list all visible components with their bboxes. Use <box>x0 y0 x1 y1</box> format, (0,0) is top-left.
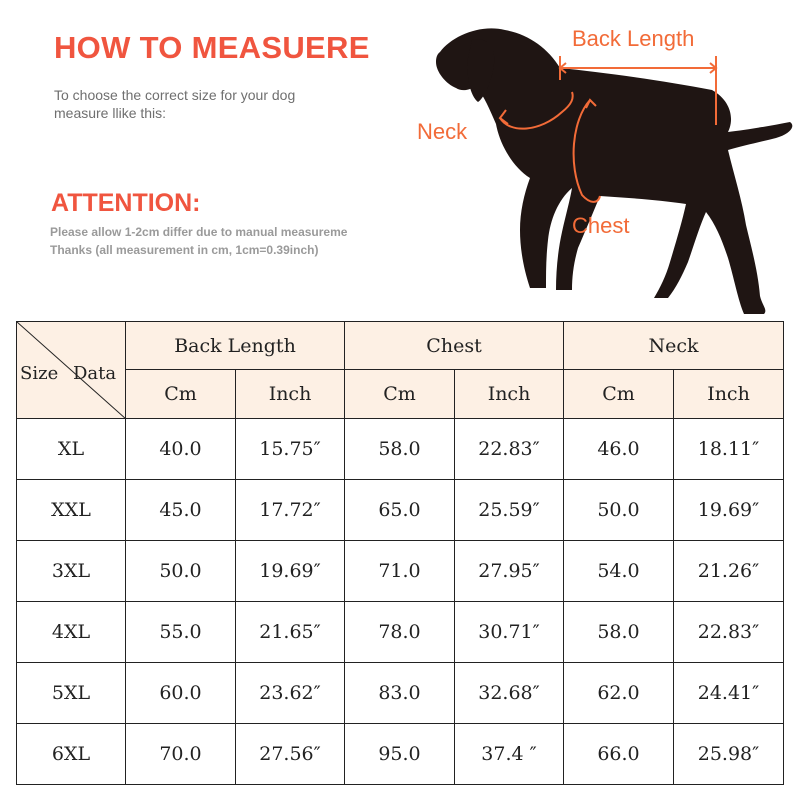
unit-header: Cm <box>126 370 236 419</box>
group-header-back-length: Back Length <box>126 322 345 370</box>
value-cell: 58.0 <box>345 419 455 480</box>
group-header-neck: Neck <box>564 322 784 370</box>
size-cell: XL <box>17 419 126 480</box>
value-cell: 18.11″ <box>674 419 784 480</box>
value-cell: 27.56″ <box>236 724 345 785</box>
unit-header: Inch <box>236 370 345 419</box>
unit-header: Cm <box>345 370 455 419</box>
group-header-chest: Chest <box>345 322 564 370</box>
table-row <box>17 419 784 480</box>
value-cell: 62.0 <box>564 663 674 724</box>
value-cell: 24.41″ <box>674 663 784 724</box>
value-cell: 65.0 <box>345 480 455 541</box>
size-cell: 3XL <box>17 541 126 602</box>
value-cell: 46.0 <box>564 419 674 480</box>
size-cell: 4XL <box>17 602 126 663</box>
unit-header: Inch <box>674 370 784 419</box>
value-cell: 30.71″ <box>455 602 564 663</box>
value-cell: 22.83″ <box>455 419 564 480</box>
unit-header: Inch <box>455 370 564 419</box>
value-cell: 54.0 <box>564 541 674 602</box>
value-cell: 58.0 <box>564 602 674 663</box>
value-cell: 25.59″ <box>455 480 564 541</box>
attention-line-2: Thanks (all measurement in cm, 1cm=0.39inch) <box>50 243 319 257</box>
value-cell: 83.0 <box>345 663 455 724</box>
value-cell: 37.4 ″ <box>455 724 564 785</box>
intro-line-2: measure llike this: <box>54 105 167 121</box>
table-row <box>17 541 784 602</box>
value-cell: 21.26″ <box>674 541 784 602</box>
table-row <box>17 480 784 541</box>
back-length-label: Back Length <box>572 26 695 51</box>
value-cell: 21.65″ <box>236 602 345 663</box>
table-row <box>17 724 784 785</box>
value-cell: 55.0 <box>126 602 236 663</box>
dog-silhouette-icon <box>436 28 792 314</box>
page-title: HOW TO MEASUERE <box>54 30 370 65</box>
table-row <box>17 602 784 663</box>
size-data-corner-cell <box>17 322 126 419</box>
value-cell: 22.83″ <box>674 602 784 663</box>
value-cell: 60.0 <box>126 663 236 724</box>
value-cell: 40.0 <box>126 419 236 480</box>
attention-line-1: Please allow 1-2cm differ due to manual measureme <box>50 225 348 239</box>
table-row <box>17 663 784 724</box>
value-cell: 78.0 <box>345 602 455 663</box>
corner-data-label: Data <box>73 363 117 384</box>
value-cell: 95.0 <box>345 724 455 785</box>
neck-label: Neck <box>417 119 468 144</box>
size-cell: XXL <box>17 480 126 541</box>
value-cell: 50.0 <box>126 541 236 602</box>
size-cell: 6XL <box>17 724 126 785</box>
value-cell: 32.68″ <box>455 663 564 724</box>
corner-size-label: Size <box>20 363 59 384</box>
value-cell: 15.75″ <box>236 419 345 480</box>
value-cell: 70.0 <box>126 724 236 785</box>
value-cell: 23.62″ <box>236 663 345 724</box>
size-cell: 5XL <box>17 663 126 724</box>
value-cell: 19.69″ <box>236 541 345 602</box>
intro-line-1: To choose the correct size for your dog <box>54 87 296 103</box>
value-cell: 27.95″ <box>455 541 564 602</box>
value-cell: 66.0 <box>564 724 674 785</box>
chest-label: Chest <box>572 213 630 238</box>
value-cell: 71.0 <box>345 541 455 602</box>
value-cell: 17.72″ <box>236 480 345 541</box>
value-cell: 50.0 <box>564 480 674 541</box>
value-cell: 45.0 <box>126 480 236 541</box>
value-cell: 25.98″ <box>674 724 784 785</box>
size-chart-table <box>16 321 784 785</box>
unit-header: Cm <box>564 370 674 419</box>
attention-heading: ATTENTION: <box>51 189 201 217</box>
value-cell: 19.69″ <box>674 480 784 541</box>
